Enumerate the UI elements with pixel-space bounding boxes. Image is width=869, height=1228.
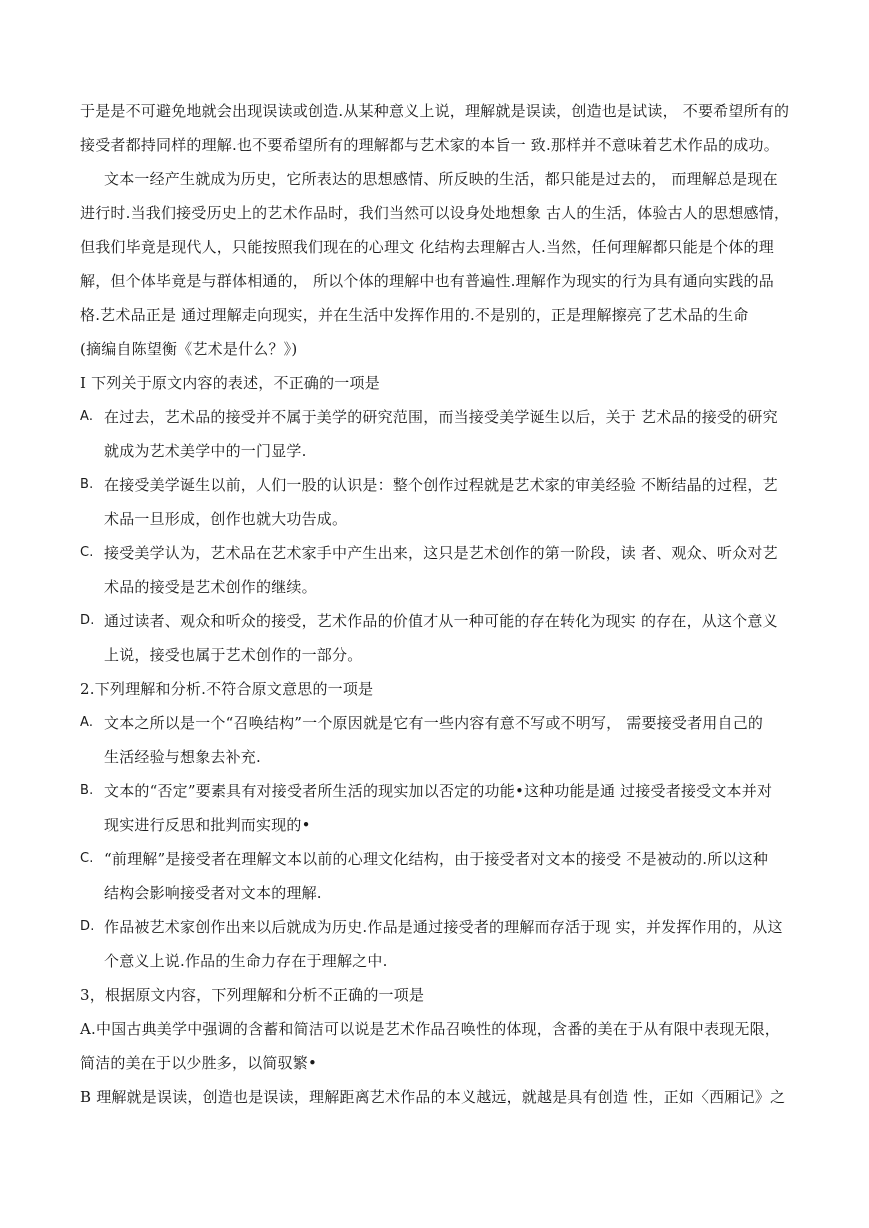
option-line: 接受美学认为，艺术品在艺术家手中产生出来，这只是艺术创作的第一阶段，读 者、观众、听众对艺 xyxy=(104,544,778,562)
option-line: 作品被艺术家创作出来以后就成为历史.作品是通过接受者的理解而存活于现 实，并发挥作用的，从这 xyxy=(104,918,783,936)
passage-line: 进行时.当我们接受历史上的艺术作品时，我们当然可以设身处地想象 古人的生活，体验古人的思想感情， xyxy=(80,204,790,222)
option-letter: B. xyxy=(80,477,94,492)
option-line: 个意义上说.作品的生命力存在于理解之中. xyxy=(104,952,388,970)
question-2 xyxy=(80,672,792,978)
question-3 xyxy=(80,978,792,1114)
question-stem: 3，根据原文内容，下列理解和分析不正确的一项是 xyxy=(80,986,425,1004)
option-letter: C. xyxy=(80,851,94,866)
passage-paragraph-1 xyxy=(80,94,792,162)
passage-line: 接受者都持同样的理解.也不要希望所有的理解都与艺术家的本旨一 致.那样并不意味着艺术作品的成功。 xyxy=(80,136,779,154)
option-line: 现实进行反思和批判而实现的• xyxy=(104,816,311,834)
passage-line: 文本一经产生就成为历史，它所表达的思想感情、所反映的生活，都只能是过去的， 而理解总是现在 xyxy=(104,170,778,188)
source-text: (摘编自陈望衡《艺术是什么？》) xyxy=(80,340,298,358)
option-line: 就成为艺术美学中的一门显学. xyxy=(104,442,307,460)
passage-line: 解，但个体毕竟是与群体相通的， 所以个体的理解中也有普遍性.理解作为现实的行为具有通向实践的品 xyxy=(80,272,774,290)
option-line: 在接受美学诞生以前，人们一股的认识是：整个创作过程就是艺术家的审美经验 不断结晶的过程，艺 xyxy=(104,476,778,494)
option-line: “前理解”是接受者在理解文本以前的心理文化结构，由于接受者对文本的接受 不是被动的.所以这种 xyxy=(104,850,769,868)
option-letter: B. xyxy=(80,783,94,798)
passage-paragraph-2 xyxy=(80,162,792,332)
option-line: 文本之所以是一个“召唤结构”一个原因就是它有一些内容有意不写或不明写， 需要接受者用自己的 xyxy=(104,714,764,732)
option-line: 在过去，艺术品的接受并不属于美学的研究范围，而当接受美学诞生以后，关于 艺术品的接受的研究 xyxy=(104,408,778,426)
option-line: 术品一旦形成，创作也就大功告成。 xyxy=(104,510,348,528)
document-content xyxy=(80,94,792,1114)
source-citation xyxy=(80,332,792,366)
option-line: B 理解就是误读，创造也是误读，理解距离艺术作品的本义越远，就越是具有创造 性，正如〈西厢记》之 xyxy=(80,1088,786,1106)
option-line: 生活经验与想象去补充. xyxy=(104,748,261,766)
option-letter: D. xyxy=(80,919,95,934)
option-d xyxy=(80,910,792,978)
option-d xyxy=(80,604,792,672)
option-letter: C. xyxy=(80,545,94,560)
passage-line: 于是是不可避免地就会出现误读或创造.从某种意义上说，理解就是误读，创造也是试读， 不要希望所有的 xyxy=(80,102,790,120)
option-line: 术品的接受是艺术创作的继续。 xyxy=(104,578,317,596)
question-stem: I 下列关于原文内容的表述，不正确的一项是 xyxy=(80,374,380,392)
option-c xyxy=(80,536,792,604)
option-line: 通过读者、观众和听众的接受，艺术作品的价值才从一种可能的存在转化为现实 的存在，从这个意义 xyxy=(104,612,778,630)
option-line: 文本的“否定”要素具有对接受者所生活的现实加以否定的功能•这种功能是通 过接受者接受文本并对 xyxy=(104,782,773,800)
option-line: A.中国古典美学中强调的含蓄和简洁可以说是艺术作品召唤性的体现，含番的美在于从有限中表现无限， xyxy=(80,1020,781,1038)
option-line: 结构会影响接受者对文本的理解. xyxy=(104,884,322,902)
question-1 xyxy=(80,366,792,672)
option-line: 上说，接受也属于艺术创作的一部分。 xyxy=(104,646,363,664)
option-b xyxy=(80,774,792,842)
option-b xyxy=(80,468,792,536)
option-letter: D. xyxy=(80,613,95,628)
option-a xyxy=(80,400,792,468)
option-letter: A. xyxy=(80,409,94,424)
question-stem: 2.下列理解和分析.不符合原文意思的一项是 xyxy=(80,680,374,698)
passage-line: 但我们毕竟是现代人，只能按照我们现在的心理文 化结构去理解古人.当然，任何理解都只能是个体的理 xyxy=(80,238,774,256)
option-a xyxy=(80,706,792,774)
option-letter: A. xyxy=(80,715,94,730)
passage-line: 格.艺术品正是 通过理解走向现实，并在生活中发挥作用的.不是别的，正是理解擦亮了艺术品的生命 xyxy=(80,306,749,324)
option-c xyxy=(80,842,792,910)
option-line: 简洁的美在于以少胜多，以简驭繁• xyxy=(80,1054,318,1072)
